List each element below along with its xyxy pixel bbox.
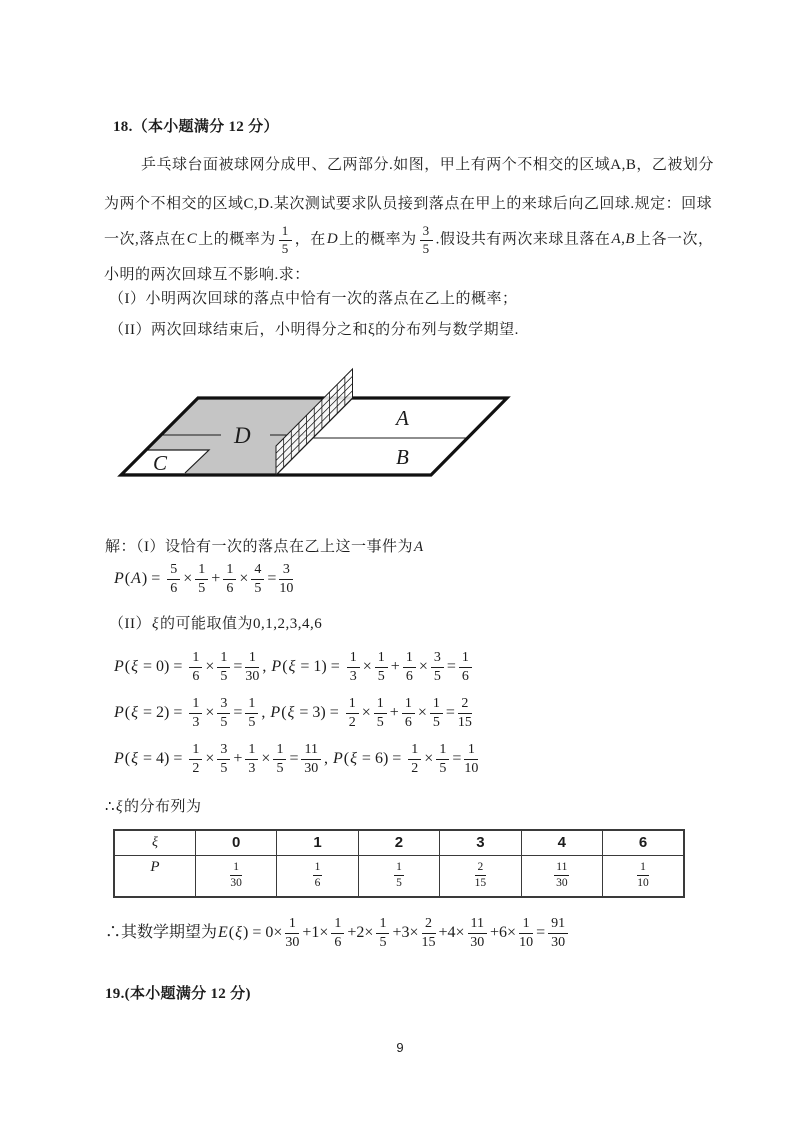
fraction: $\frac{5}{6}$ <box>167 562 180 596</box>
fraction: $\frac{1}{5}$ <box>245 696 258 730</box>
fraction: $\frac{1}{30}$ <box>245 650 260 684</box>
fraction: $\frac{1}{5}$ <box>273 742 286 776</box>
fraction: $\frac{1}{6}$ <box>314 861 321 890</box>
problem-question-2: （II）两次回球结束后，小明得分之和ξ的分布列与数学期望. <box>109 322 519 338</box>
probability-cell <box>277 855 358 897</box>
fraction: $\frac{1}{5}$ <box>396 861 402 890</box>
fraction: $\frac{1}{10}$ <box>637 861 649 890</box>
header-cell-value: 4 <box>521 830 602 855</box>
fraction: $\frac{3}{10}$ <box>279 562 294 596</box>
fraction: $\frac{1}{3}$ <box>347 650 360 684</box>
distribution-intro: ∴ξ的分布列为 <box>105 799 202 815</box>
fraction: $\frac{1}{10}$ <box>464 742 479 776</box>
fraction: $\frac{1}{10}$ <box>519 916 534 950</box>
fraction: $\frac{1}{6}$ <box>189 650 202 684</box>
row-label-p: P <box>114 855 195 897</box>
problem-paragraph-line4: 小明的两次回球互不影响.求： <box>104 267 310 283</box>
problem-19-heading: 19.(本小题满分 12 分) <box>105 986 251 1002</box>
fraction: $\frac{11}{30}$ <box>468 916 487 950</box>
fraction: $\frac{1}{3}$ <box>189 696 202 730</box>
equation-row-3: P(ξ = 4) = $\frac{1}{2}$ × $\frac{3}{5}$ + $\frac{1}{3}$ × $\frac{1}{5}$ = $\frac{11}{30}$ , P(ξ = 6) = $\frac{1}{2}$ × $\frac{1}{5}$ = $\frac{1}{10}$ <box>114 742 479 776</box>
fraction: $\frac{3}{5}$ <box>431 650 444 684</box>
solution-step-2: （II）ξ的可能取值为0,1,2,3,4,6 <box>109 616 323 632</box>
fraction: $\frac{91}{30}$ <box>548 916 568 950</box>
fraction: $\frac{1}{6}$ <box>331 916 344 950</box>
equation-pa: P(A) = $\frac{5}{6}$ × $\frac{1}{5}$ + $\frac{1}{6}$ × $\frac{4}{5}$ = $\frac{3}{10}$ <box>114 562 294 596</box>
fraction: $\frac{3}{5}$ <box>217 742 230 776</box>
fraction: $\frac{4}{5}$ <box>251 562 264 596</box>
fraction: $\frac{3}{5}$ <box>420 224 433 256</box>
region-a-label: A <box>396 406 409 430</box>
fraction: $\frac{1}{3}$ <box>245 742 258 776</box>
fraction: $\frac{1}{2}$ <box>189 742 202 776</box>
distribution-table <box>113 829 685 898</box>
probability-row <box>114 855 684 897</box>
fraction: $\frac{1}{5}$ <box>430 696 443 730</box>
fraction: $\frac{1}{6}$ <box>223 562 236 596</box>
expectation-equation: ∴其数学期望为E(ξ) = 0× $\frac{1}{30}$ +1× $\frac{1}{6}$ +2× $\frac{1}{5}$ +3× $\frac{2}{15}$ +4× $\frac{11}{30}$ +6× $\frac{1}{10}$ = $\frac{91}{30}$ <box>105 916 571 950</box>
fraction: $\frac{1}{5}$ <box>279 224 292 256</box>
fraction: $\frac{11}{30}$ <box>556 861 568 890</box>
header-cell-value: 3 <box>440 830 521 855</box>
solution-step-1: 解：（I）设恰有一次的落点在乙上这一事件为A <box>105 539 424 555</box>
probability-cell <box>521 855 602 897</box>
fraction: $\frac{1}{5}$ <box>195 562 208 596</box>
problem-question-1: （I）小明两次回球的落点中恰有一次的落点在乙上的概率； <box>109 291 518 307</box>
tennis-table-diagram <box>108 362 518 487</box>
fraction: $\frac{1}{6}$ <box>402 696 415 730</box>
fraction: $\frac{2}{15}$ <box>457 696 472 730</box>
fraction: $\frac{1}{5}$ <box>376 916 389 950</box>
header-cell-value: 2 <box>358 830 439 855</box>
fraction: $\frac{1}{2}$ <box>408 742 421 776</box>
fraction: $\frac{2}{15}$ <box>474 861 487 890</box>
problem-18-heading: 18.（本小题满分 12 分） <box>113 119 279 135</box>
equation-row-1: P(ξ = 0) = $\frac{1}{6}$ × $\frac{1}{5}$ = $\frac{1}{30}$ , P(ξ = 1) = $\frac{1}{3}$ × $\frac{1}{5}$ + $\frac{1}{6}$ × $\frac{3}{5}$ = $\frac{1}{6}$ <box>113 650 475 684</box>
header-cell-value: 6 <box>603 830 684 855</box>
probability-cell <box>440 855 521 897</box>
probability-cell <box>603 855 684 897</box>
fraction: $\frac{1}{5}$ <box>374 696 387 730</box>
equation-row-2: P(ξ = 2) = $\frac{1}{3}$ × $\frac{3}{5}$ = $\frac{1}{5}$ , P(ξ = 3) = $\frac{1}{2}$ × $\frac{1}{5}$ + $\frac{1}{6}$ × $\frac{1}{5}$ = $\frac{2}{15}$ <box>114 696 472 730</box>
table-header-row <box>114 830 684 855</box>
fraction: $\frac{3}{5}$ <box>217 696 230 730</box>
problem-paragraph-line3: 一次,落点在C上的概率为 $\frac{1}{5}$ ，在D上的概率为 $\frac{3}{5}$ .假设共有两次来球且落在A,B上各一次， <box>104 223 714 256</box>
header-cell-value: 0 <box>195 830 276 855</box>
probability-cell <box>358 855 439 897</box>
fraction: $\frac{2}{15}$ <box>421 916 436 950</box>
region-b-label: B <box>396 445 409 469</box>
fraction: $\frac{1}{5}$ <box>375 650 388 684</box>
fraction: $\frac{1}{2}$ <box>346 696 359 730</box>
problem-paragraph-line2: 为两个不相交的区域C,D.某次测试要求队员接到落点在甲上的来球后向乙回球.规定：回球 <box>104 196 713 212</box>
page-number: 9 <box>396 1040 404 1055</box>
fraction: $\frac{1}{30}$ <box>285 916 300 950</box>
fraction: $\frac{1}{5}$ <box>217 650 230 684</box>
fraction: $\frac{1}{30}$ <box>230 861 242 890</box>
region-c-label: C <box>153 451 168 475</box>
probability-cell <box>195 855 276 897</box>
fraction: $\frac{1}{5}$ <box>436 742 449 776</box>
fraction: $\frac{1}{6}$ <box>459 650 472 684</box>
header-cell-value: 1 <box>277 830 358 855</box>
problem-paragraph-line1: 乒乓球台面被球网分成甲、乙两部分.如图，甲上有两个不相交的区域A,B，乙被划分 <box>141 157 714 173</box>
header-cell-xi: ξ <box>114 830 195 855</box>
fraction: $\frac{11}{30}$ <box>301 742 320 776</box>
region-d-label: D <box>234 423 251 448</box>
fraction: $\frac{1}{6}$ <box>403 650 416 684</box>
